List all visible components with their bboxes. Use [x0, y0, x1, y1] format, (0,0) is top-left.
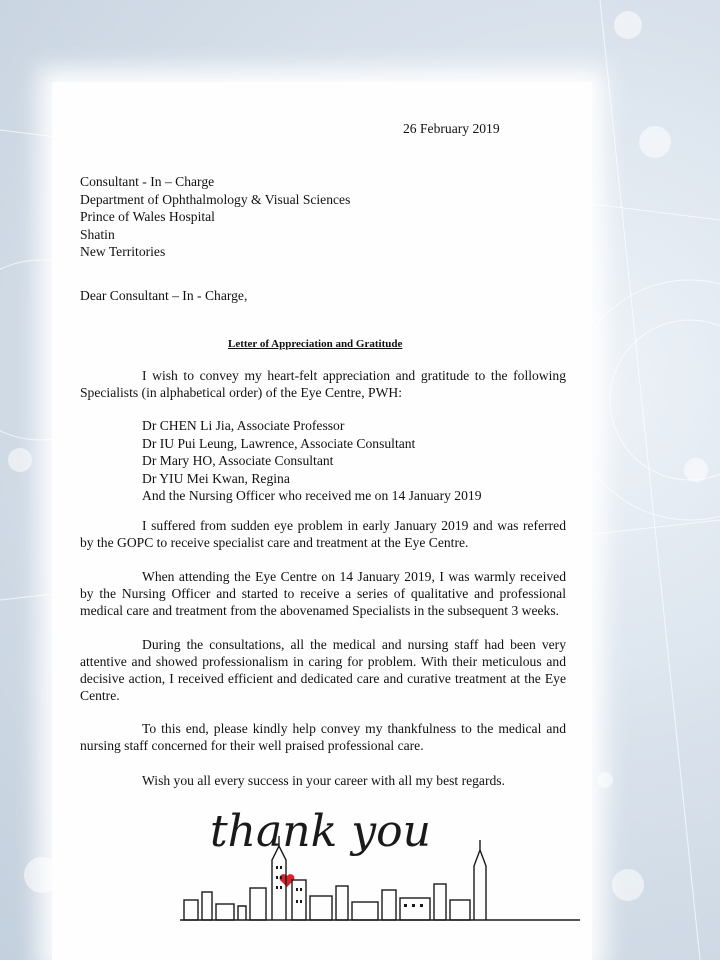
paragraph-closing: Wish you all every success in your career with all my best regards. [142, 773, 505, 788]
list-item: Dr Mary HO, Associate Consultant [142, 453, 334, 468]
letter-subject: Letter of Appreciation and Gratitude [228, 338, 403, 350]
recipient-address [80, 173, 350, 261]
list-item: Dr YIU Mei Kwan, Regina [142, 470, 290, 486]
address-line: Shatin [80, 226, 115, 242]
paragraph-consultations: During the consultations, all the medical and nursing staff had been very attentive and showed professionalism in caring for problem. With their meticulous and decisive action, I received efficient and dedicated care and curative treatment at the Eye Centre. [80, 637, 566, 703]
list-item: Dr IU Pui Leung, Lawrence, Associate Consultant [142, 435, 416, 451]
paragraph-problem: I suffered from sudden eye problem in early January 2019 and was referred by the GOPC to receive specialist care and treatment at the Eye Centre. [80, 518, 566, 550]
address-line: Department of Ophthalmology & Visual Sciences [80, 191, 351, 207]
salutation: Dear Consultant – In - Charge, [80, 288, 248, 303]
paragraph-intro: I wish to convey my heart-felt appreciation and gratitude to the following Specialists (in alphabetical order) of the Eye Centre, PWH: [80, 368, 566, 400]
address-line: Consultant - In – Charge [80, 174, 215, 189]
paragraph-thankfulness: To this end, please kindly help convey my thankfulness to the medical and nursing staff concerned for their well praised professional care. [80, 721, 566, 753]
specialist-list [142, 417, 482, 505]
address-line: New Territories [80, 244, 166, 259]
list-item: Dr CHEN Li Jia, Associate Professor [142, 418, 345, 433]
list-item: And the Nursing Officer who received me on 14 January 2019 [142, 488, 482, 503]
paragraph-attendance: When attending the Eye Centre on 14 January 2019, I was warmly received by the Nursing Officer and started to receive a series of qualitative and professional medical care and treatment from the abovenamed Specialists in the subsequent 3 weeks. [80, 569, 566, 618]
letter-date: 26 February 2019 [403, 121, 500, 136]
thank-you-illustration [180, 796, 580, 960]
address-line: Prince of Wales Hospital [80, 209, 215, 224]
thank-you-script: thank you [210, 806, 431, 857]
